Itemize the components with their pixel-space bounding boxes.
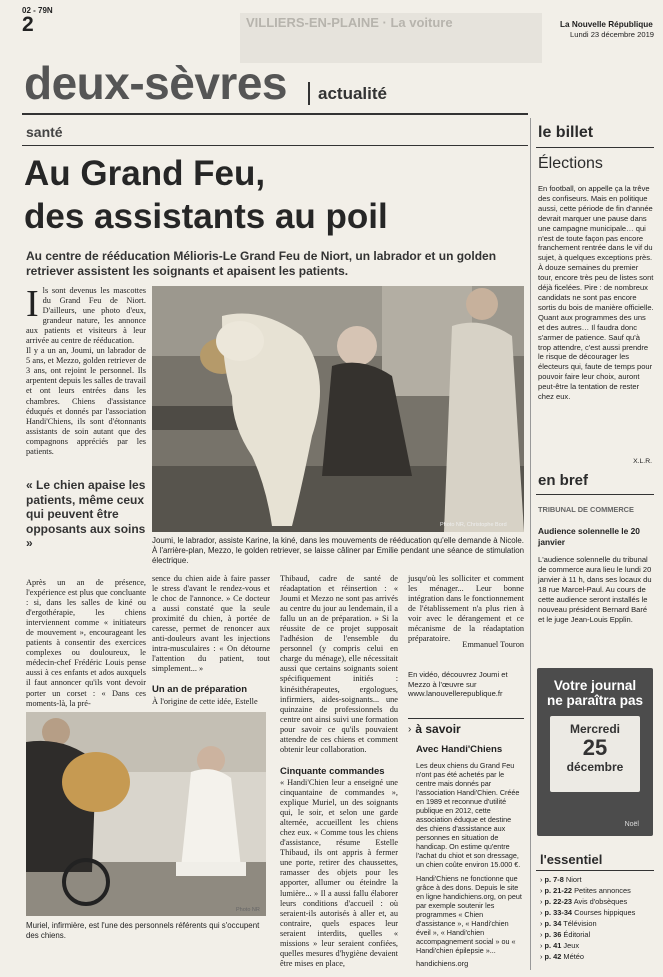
essentiel-page: p. 36 <box>544 930 562 939</box>
a-savoir-p1: Les deux chiens du Grand Feu n'ont pas été achetés par le centre mais donnés par l'association Handi'Chien. Créée en 1989 et reconnue d'utilité publique en 2012, cette association éduque et destine des chiens d'assistance aux personnes en situation de handicap. On estime qu'entre l'achat du chiot et son dressage, un chien coûte environ 15.000 €. <box>416 761 521 869</box>
photo-nurse-with-dog <box>26 712 266 916</box>
author-name: Emmanuel Touron <box>462 640 524 649</box>
ad-day: Mercredi <box>569 722 621 736</box>
billet-rule <box>536 147 654 148</box>
enbref-label: TRIBUNAL DE COMMERCE <box>538 505 634 514</box>
essentiel-item: › p. 36 Éditorial <box>540 930 591 939</box>
essentiel-page: p. 42 <box>544 952 562 961</box>
arrow-right-icon: › <box>408 723 412 735</box>
bleed-through-text: VILLIERS-EN-PLAINE · La voiture <box>240 13 542 63</box>
essentiel-page: p. 41 <box>544 941 562 950</box>
ad-line-2: ne paraîtra pas <box>546 693 644 708</box>
section-title: deux-sèvres <box>24 57 287 109</box>
essentiel-label: Jeux <box>563 941 580 950</box>
essentiel-label: Avis d'obsèques <box>573 897 628 906</box>
subhead-preparation: Un an de préparation <box>152 684 248 695</box>
article-col1-bottom: Après un an de présence, l'expérience est plus que concluante : si, dans les salles de kiné ou d'ergothérapie, les chiens interviennent comme « initiateurs de mouvement », encourageant les patients à consentir des exercices complexes ou douloureux, le médecin-chef Frédéric Louis pense aussi à ces enfants et ados auxquels il faut annoncer qu'ils vont devoir porter un corset : « Dans ces moments-là, la pré- <box>26 578 146 708</box>
col1-paragraph-1: ls sont devenus les mascottes du Grand Feu de Niort. D'ailleurs, une photo d'eux, grandeur nature, les annonce aux patients et visiteurs à leur arrivée au centre de rééducation. <box>26 286 146 346</box>
ad-line-1: Votre journal <box>553 678 637 693</box>
essentiel-item: › p. 33-34 Courses hippiques <box>540 908 636 917</box>
essentiel-label: Petites annonces <box>574 886 631 895</box>
rubric-rule <box>22 145 528 146</box>
billet-heading: le billet <box>538 124 594 141</box>
photo1-credit: Photo NR, Christophe Bord <box>440 522 507 528</box>
article-col3-bottom: « Handi'Chien leur a enseigné une cinquantaine de commandes », explique Muriel, un des soignants qui, le soir, et selon une garde alternée, accueillent les chiens chez eux. « Comme tous les chiens d'assistance, résume Estelle Thibaud, ils ont appris à fermer une porte, retirer des chaussettes, ramasser des objets pour les apporter, allumer ou éteindre la lumière... » Il a aussi fallu élaborer leurs conditions d'accueil : où seraient-ils autorisés à aller et, au contraire, quels espaces leur seraient interdits, quelles « missions » leur seraient confiées, quelles mesures d'hygiène devaient être mises en place, <box>280 778 398 968</box>
a-savoir-box <box>408 718 524 970</box>
essentiel-page: p. 33-34 <box>544 908 573 917</box>
photo-nurse-illustration <box>26 712 266 916</box>
headline-line-1: Au Grand Feu, <box>24 154 266 193</box>
enbref-rule <box>536 494 654 495</box>
billet-title: Élections <box>538 155 603 172</box>
essentiel-rule <box>536 870 654 871</box>
essentiel-label: Niort <box>565 875 582 884</box>
essentiel-page: p. 34 <box>544 919 562 928</box>
article-col2-top: sence du chien aide à faire passer le stress d'avant le rendez-vous et le choc de l'annonce. » Ce docteur a aussi constaté que la seule proximité du chien, à portée de caresse, permet de renoncer aux anti-douleurs avant les injections intra-musculaires : « On détourne l'attention du patient, tout simplement... » <box>152 574 270 674</box>
ad-tag: Noël <box>624 821 639 828</box>
article-col4: jusqu'où les solliciter et comment les ménager... Leur bonne intégration dans le fonctionnement de l'établissement n'a plus rien à voir avec le dérangement et ce mécanisme de la réadaptation préparatoire. <box>408 574 524 644</box>
edition-code: 02 - 79N <box>22 6 53 15</box>
a-savoir-rule <box>408 718 524 719</box>
drop-cap: I <box>26 283 39 325</box>
a-savoir-p2: Handi'Chiens ne fonctionne que grâce à des dons. Depuis le site en ligne handichiens.org, on peut par exemple soutenir les programmes « Chien d'assistance », « Handi'chien éveil », « Handi'chien accompagnement social » ou « Handi'chien épilepsie »... <box>416 874 522 955</box>
headline <box>24 152 524 238</box>
essentiel-page: p. 21-22 <box>544 886 573 895</box>
essentiel-page: p. 22-23 <box>544 897 573 906</box>
essentiel-heading: l'essentiel <box>540 852 603 867</box>
a-savoir-title: Avec Handi'Chiens <box>416 744 503 755</box>
publication-date: Lundi 23 décembre 2019 <box>570 30 655 39</box>
billet-signature: X.L.R. <box>633 458 652 465</box>
essentiel-list <box>540 874 654 962</box>
essentiel-item: › p. 34 Télévision <box>540 919 597 928</box>
enbref-body: L'audience solennelle du tribunal de commerce aura lieu le lundi 20 janvier à 11 h, dans ses locaux du 18 rue Marcel-Paul. Au cours de cette audience seront installés le nouveau président Bernard Baré et le juge Jean-Louis Epplin. <box>538 555 652 624</box>
photo2-caption: Muriel, infirmière, est l'une des personnels référents qui s'occupent des chiens. <box>26 921 260 940</box>
headline-line-2: des assistants au poil <box>24 197 388 236</box>
essentiel-page: p. 7-8 <box>544 875 564 884</box>
video-note: En vidéo, découvrez Joumi et Mezzo à l'œuvre sur www.lanouvellerepublique.fr <box>408 670 508 698</box>
rubric: santé <box>26 124 63 140</box>
photo-rehab-illustration <box>152 286 524 532</box>
photo1-caption: Joumi, le labrador, assiste Karine, la kiné, dans les mouvements de rééducation qu'elle demande à Nicole. À l'arrière-plan, Mezzo, le golden retriever, se laisse câliner par Emilie pendant une séance de stimulation électrique. <box>152 536 524 565</box>
article-col1-top <box>26 283 146 457</box>
pull-quote: « Le chien apaise les patients, même ceux qui peuvent être opposants aux soins » <box>26 478 146 550</box>
essentiel-item: › p. 41 Jeux <box>540 941 580 950</box>
closure-notice-ad <box>537 668 653 836</box>
article-col3-top: Thibaud, cadre de santé de réadaptation et réinsertion : « Joumi et Mezzo ne sont pas arrivés au centre du jour au lendemain, il a fallu un an de préparation. » Si la réussite de ce projet supposait l'adhésion de l'ensemble du personnel (y compris celui en charge du ménage), elle nécessitait aussi que certains soignants soient spécifiquement initiés : kinésithérapeutes, ergologues, infirmiers, aides-soignants... une quinzaine de professionnels du centre ont ainsi suivi une formation pour savoir ce qu'ils pouvaient attendre de ces chiens et comment obtenir leur collaboration. <box>280 574 398 754</box>
subhead-commandes: Cinquante commandes <box>280 766 385 777</box>
essentiel-label: Météo <box>563 952 584 961</box>
photo-rehab-session <box>152 286 524 532</box>
essentiel-item: › p. 42 Météo <box>540 952 584 961</box>
enbref-title: Audience solennelle le 20 janvier <box>538 526 640 547</box>
essentiel-label: Courses hippiques <box>574 908 636 917</box>
ad-month: décembre <box>566 760 624 774</box>
publication-name: La Nouvelle République <box>560 20 653 29</box>
article-col2-mid: À l'origine de cette idée, Estelle <box>152 697 258 706</box>
billet-body: En football, on appelle ça la trêve des confiseurs. Mais en politique aussi, cette période de fin d'année devrait marquer une pause dans une campagne municipale… qui n'est de toute façon pas encore franchement rentrée dans le vif du sujet, à quelques exceptions près. À douze semaines du premier tour, encore très peu de listes sont déjà ficelées. Pire : de nombreux candidats ne sont pas encore sortis du bois de manière officielle. Quant aux programmes des uns et des autres… Il faudra donc s'armer de patience. Sauf qu'à trop attendre, c'est aussi prendre le risque de décourager les électeurs qui, faute de temps pour pouvoir faire leur choix, auront peut-être la tentation de rester chez eux. <box>538 184 654 402</box>
essentiel-item: › p. 22-23 Avis d'obsèques <box>540 897 628 906</box>
essentiel-label: Télévision <box>563 919 597 928</box>
photo2-credit: Photo NR <box>236 907 260 913</box>
ad-calendar <box>550 716 640 792</box>
enbref-heading: en bref <box>538 472 589 489</box>
essentiel-label: Éditorial <box>563 930 591 939</box>
a-savoir-url: handichiens.org <box>416 959 469 968</box>
essentiel-item: › p. 21-22 Petites annonces <box>540 886 631 895</box>
section-divider <box>308 82 310 105</box>
ad-date-number: 25 <box>582 735 608 760</box>
page-number: 2 <box>22 13 34 36</box>
col1-paragraph-2: Il y a un an, Joumi, un labrador de 5 ans, et Mezzo, golden retriever de 3 ans, ont rejoint le personnel. Ils arpentent depuis les salles de travail et ont leurs entrées dans les chambres. Chiens d'assistance éduqués et donnés par l'association Handi'Chiens, ils sont d'étonnants assistants de soin autant que des compagnons appréciés par les patients. <box>26 346 146 456</box>
right-column-divider <box>530 118 531 970</box>
essentiel-item: › p. 7-8 Niort <box>540 875 582 884</box>
lede: Au centre de rééducation Mélioris-Le Grand Feu de Niort, un labrador et un golden retriever assistent les soignants et apaisent les patients. <box>26 249 497 278</box>
section-underline <box>22 113 528 115</box>
a-savoir-heading: à savoir <box>415 722 461 736</box>
section-subtitle: actualité <box>318 84 387 103</box>
